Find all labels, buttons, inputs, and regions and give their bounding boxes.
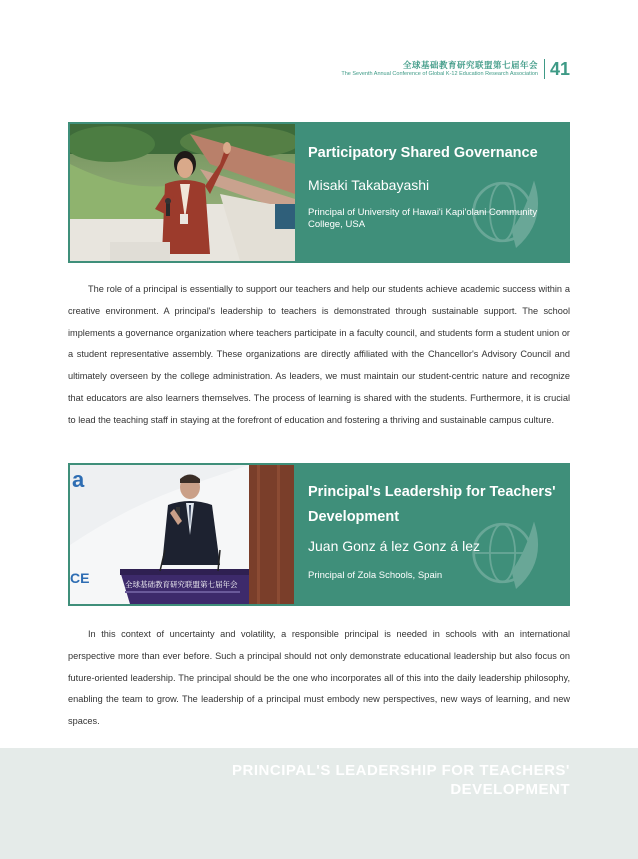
page-header [341, 57, 570, 81]
photo-letters-top: a [72, 467, 85, 492]
header-title-en: The Seventh Annual Conference of Global K-12 Education Research Association [341, 71, 538, 77]
speaker-photo-2-wall [249, 465, 294, 604]
wall-panel-line [257, 465, 260, 604]
header-separator [544, 59, 545, 79]
speaker-role-1: Principal of University of Hawai'i Kapi'olani Community College, USA [308, 207, 538, 230]
speaker-photo-1 [70, 124, 295, 261]
speaker-photo-1-image [70, 124, 295, 261]
speaker-role-2: Principal of Zola Schools, Spain [308, 570, 443, 581]
page-number: 41 [549, 59, 570, 79]
talk-title-2: Principal's Leadership for Teachers' Development [308, 484, 556, 525]
body-paragraph-2: In this context of uncertainty and volatility, a responsible principal is needed in schools with an international perspective more than ever before. Such a principal should not only demonstrate educational leadership but also focus on future-oriented leadership. The principal should be the one who incorporates all of this into the daily leadership philosophy, enabling the team to grow. The leadership of a principal must embody new perspectives, new ways of learning, and new spaces. [68, 629, 570, 727]
speaker-card-1 [68, 122, 570, 263]
speaker-card-2 [68, 463, 570, 606]
footer-title-line-1: PRINCIPAL'S LEADERSHIP FOR TEACHERS' [232, 762, 570, 779]
speaker-photo-2-image [70, 465, 249, 604]
wall-panel-line [277, 465, 280, 604]
header-text [341, 60, 538, 78]
globe-leaf-icon [462, 167, 552, 257]
body-paragraph-1: The role of a principal is essentially to support our teachers and help our students achieve academic success within a creative environment. A principal's leadership to teachers is demonstrated through sustainable support. The school implements a governance organization where teachers participate in a faculty council, and students form a student union or a student representative assembly. These organizations are directly affiliated with the Chancellor's Advisory Council and ultimately overseen by the college administration. As leaders, we must maintain our student-centric nature and recognize that educators are also learners themselves. The process of learning is shared with the students. Furthermore, it is crucial to lead the teaching staff in staying at the forefront of education and fostering a thriving and sustainable campus culture. [68, 284, 570, 425]
header-title-cn: 全球基础教育研究联盟第七届年会 [402, 60, 538, 70]
photo-letters-bottom: CE [70, 570, 90, 586]
speaker-name-2: Juan Gonz á lez Gonz á lez [308, 538, 480, 554]
podium-banner: 全球基础教育研究联盟第七届年会 [125, 580, 238, 589]
page-footer [0, 748, 638, 859]
footer-title-line-2: DEVELOPMENT [450, 781, 570, 798]
speaker-name-1: Misaki Takabayashi [308, 177, 430, 193]
talk-title-1: Participatory Shared Governance [308, 145, 538, 161]
speaker-photo-2 [70, 465, 249, 604]
globe-leaf-icon [462, 508, 552, 598]
